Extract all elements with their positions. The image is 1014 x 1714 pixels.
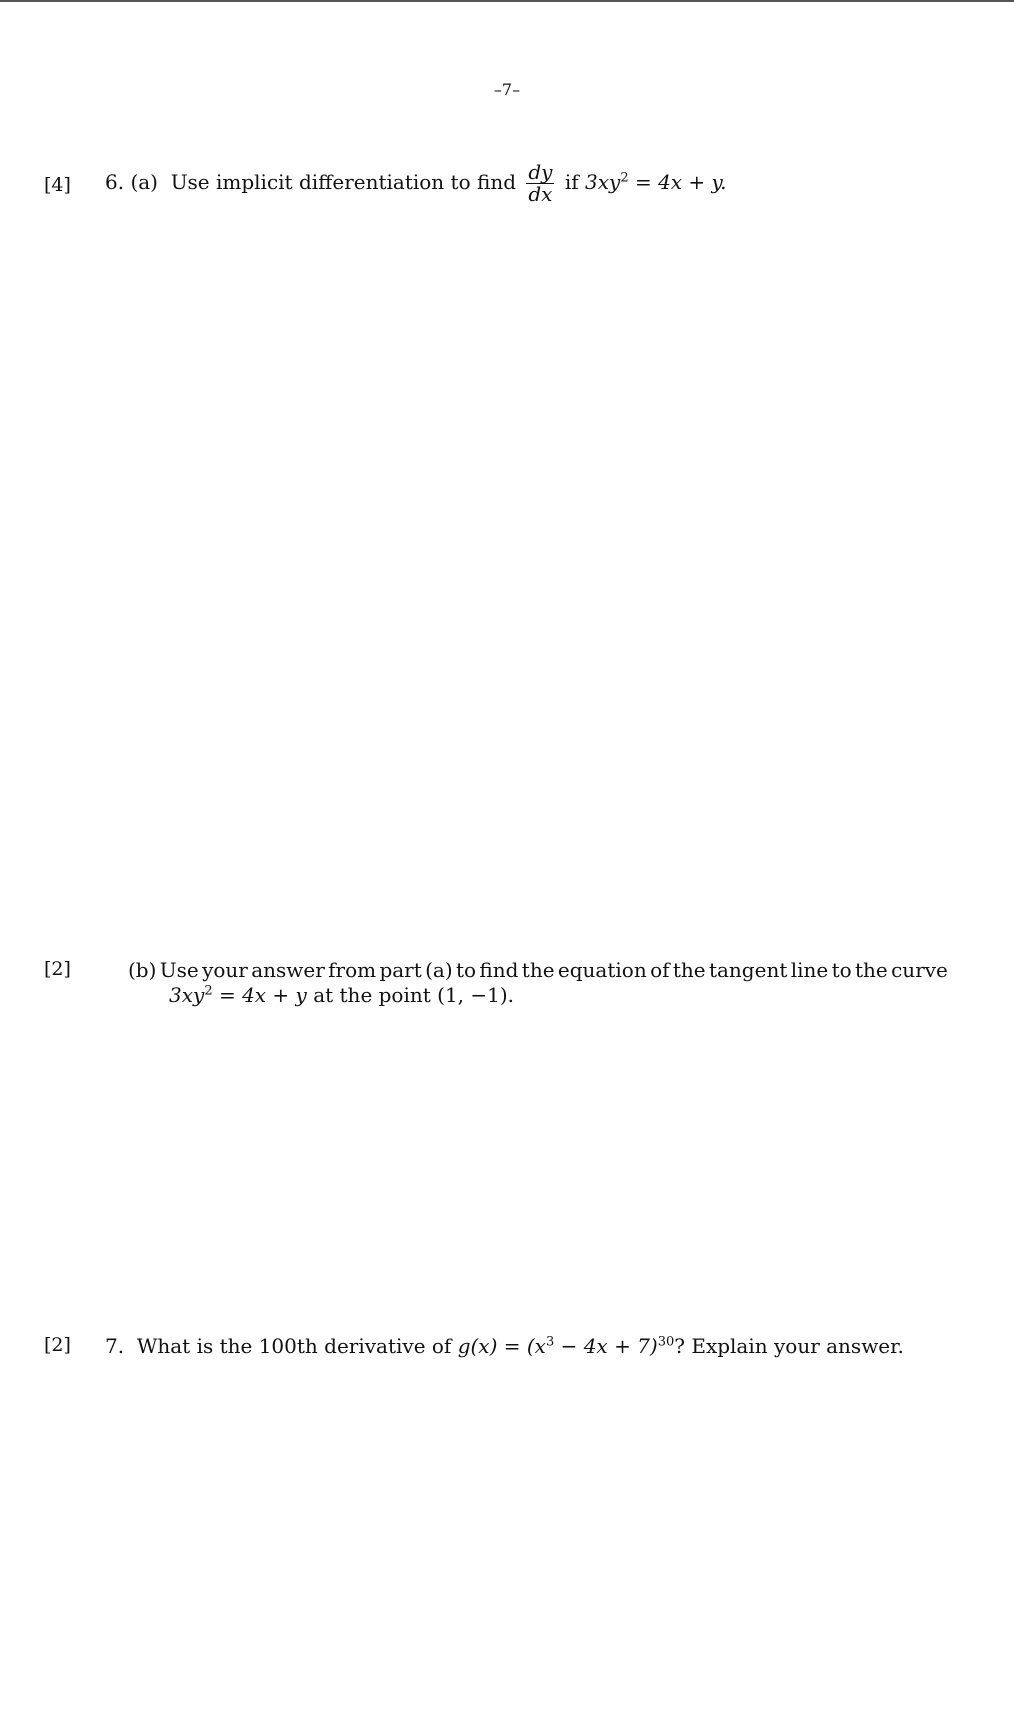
q7-marks: [2]: [44, 1334, 71, 1356]
q6b-eq-lhs: 3xy: [169, 983, 205, 1007]
q6b-line-2: [128, 983, 948, 1008]
q6a-prompt: Use implicit differentiation to find: [170, 170, 516, 194]
q7-text-b: ? Explain your answer.: [674, 1334, 904, 1358]
q6b-tail: at the point (1, −1).: [306, 983, 515, 1007]
q7-exp2: 30: [657, 1334, 675, 1350]
q6a-label: 6. (a): [105, 170, 158, 194]
frac-denominator: dx: [528, 182, 553, 206]
q6a-question: [105, 162, 727, 205]
q6b-word: the: [521, 958, 555, 982]
q6b-word: part: [379, 958, 422, 982]
q6b-word: from: [328, 958, 377, 982]
q6b-word: the: [672, 958, 706, 982]
q6b-word: find: [479, 958, 519, 982]
q6b-word: the: [855, 958, 888, 982]
q6b-question: [128, 958, 948, 1008]
q7-question: [105, 1334, 904, 1358]
frac-numerator: dy: [528, 160, 553, 184]
q6b-word: curve: [891, 958, 948, 982]
q6b-word: answer: [251, 958, 325, 982]
q6b-word: line: [790, 958, 829, 982]
q6b-word: your: [202, 958, 248, 982]
q6-marks: [4]: [44, 174, 71, 196]
q6a-eq-rhs: = 4x + y.: [628, 170, 727, 194]
q6b-line-1: [128, 958, 948, 983]
top-rule: [0, 0, 1014, 2]
q6b-word: to: [456, 958, 477, 982]
q6b-word: equation: [557, 958, 647, 982]
q6b-word: of: [650, 958, 670, 982]
q6b-word: (a): [425, 958, 453, 982]
q7-func: g(x) = (x: [457, 1334, 546, 1358]
q6a-eq-lhs: 3xy: [585, 170, 621, 194]
q6b-word: to: [831, 958, 852, 982]
q7-text-a: What is the 100th derivative of: [136, 1334, 458, 1358]
page-number: –7–: [493, 80, 521, 99]
q7-label: 7.: [105, 1334, 125, 1358]
q6a-if: if: [564, 170, 579, 194]
q6a-eq-exp: 2: [620, 170, 629, 186]
q6b-marks: [2]: [44, 958, 71, 980]
q6b-eq-exp: 2: [204, 983, 213, 999]
q6b-label: (b): [128, 958, 157, 982]
q6b-word: tangent: [708, 958, 788, 982]
dy-dx-fraction: [526, 162, 554, 205]
q6b-word: Use: [159, 958, 199, 982]
q7-func-mid: − 4x + 7): [554, 1334, 658, 1358]
q6b-eq-rhs: = 4x + y: [212, 983, 307, 1007]
q7-exp1: 3: [545, 1334, 555, 1350]
